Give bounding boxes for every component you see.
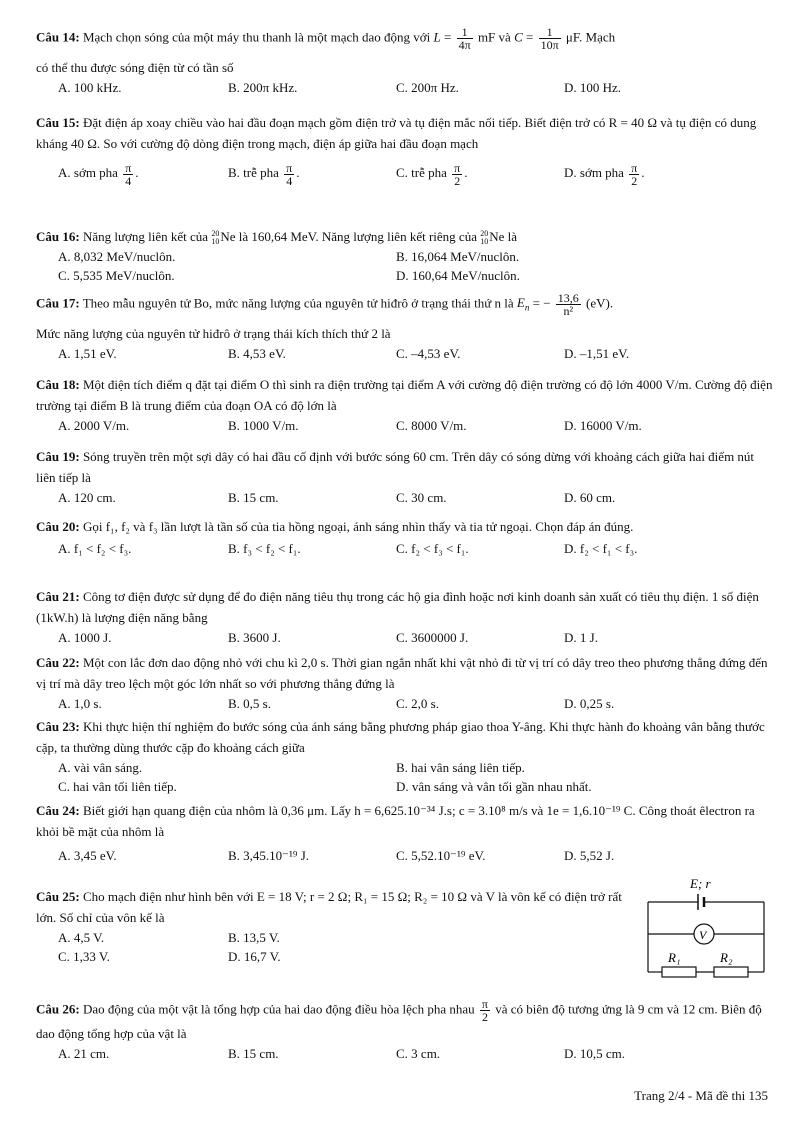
option-d[interactable]: D. 5,52 J.: [564, 848, 615, 863]
question-text: Công tơ điện được sử dụng để đo điện năng tiêu thụ trong các hộ gia đình hoặc nơi kinh doanh sản xuất có tiêu thụ điện. 1 số điện (1kW.h) là lượng điện năng bằng: [36, 589, 759, 625]
question-18: [36, 374, 776, 435]
option-b[interactable]: B. f₃ < f₂ < f₁.: [228, 541, 301, 556]
question-17: Câu 17: Theo mẫu nguyên tử Bo, mức năng lượng của nguyên tử hiđrô ở trạng thái thứ n là $E_n$ = − $\frac{13,6}{\text{n²}}$ (eV). Mức năng lượng của nguyên tử hiđrô ở trạng thái kích thích thứ 2 là A. 1,51 eV. B. 4,53 eV. C. –4,53 eV. D. –1,51 eV.: [36, 292, 776, 363]
question-22: [36, 652, 776, 713]
resistor-r2: [714, 967, 748, 977]
question-text: có thể thu được sóng điện từ có tần số: [36, 60, 234, 75]
answer-options: [36, 947, 626, 966]
answer-options: [36, 846, 776, 865]
question-label: Câu 20:: [36, 519, 80, 534]
option-a[interactable]: A. 4,5 V.: [58, 930, 105, 945]
question-label: Câu 17:: [36, 295, 80, 311]
page-footer: Trang 2/4 - Mã đề thi 135: [634, 1088, 768, 1103]
option-a[interactable]: A. 3,45 eV.: [58, 848, 117, 863]
question-text: Biết giới hạn quang điện của nhôm là 0,36 μm. Lấy h = 6,625.10⁻³⁴ J.s; c = 3.10⁸ m/s và 1e = 1,6.10⁻¹⁹ C. Công thoát êlectron ra khỏi bề mặt của nhôm là: [36, 803, 755, 839]
svg-text:R₁: R₁: [668, 950, 681, 965]
option-c[interactable]: C. 1,33 V.: [58, 949, 110, 964]
question-26: Câu 26: Dao động của một vật là tổng hợp của hai dao động điều hòa lệch pha nhau $\frac{\pi}{2}$ và có biên độ tương ứng là 9 cm và 12 cm. Biên độ dao động tổng hợp của vật là A. 21 cm. B. 15 cm. C. 3 cm. D. 10,5 cm.: [36, 998, 776, 1063]
question-label: Câu 16:: [36, 229, 80, 244]
question-label: Câu 24:: [36, 803, 80, 818]
option-c[interactable]: C. 2,0 s.: [396, 696, 439, 711]
option-c[interactable]: C. trễ pha $\frac{\pi}{2}$ .: [396, 160, 468, 188]
option-a[interactable]: A. 1,51 eV.: [58, 346, 117, 362]
question-label: Câu 22:: [36, 655, 80, 670]
question-text: Khi thực hiện thí nghiệm đo bước sóng của ánh sáng bằng phương pháp giao thoa Y-âng. Khi thực hành đo khoảng vân bằng thước cặp, ta thường dùng thước cặp đo khoảng cách giữa: [36, 719, 765, 755]
option-a[interactable]: A. 100 kHz.: [58, 80, 122, 95]
option-d[interactable]: D. 60 cm.: [564, 490, 616, 505]
answer-options: [36, 266, 776, 285]
option-c[interactable]: C. hai vân tối liên tiếp.: [58, 779, 177, 794]
option-d[interactable]: D. sớm pha $\frac{\pi}{2}$ .: [564, 160, 645, 188]
option-a[interactable]: A. 120 cm.: [58, 490, 116, 505]
option-c[interactable]: C. 30 cm.: [396, 490, 447, 505]
option-b[interactable]: B. 16,064 MeV/nuclôn.: [396, 249, 520, 264]
option-b[interactable]: B. 15 cm.: [228, 1046, 279, 1061]
answer-options: [36, 1044, 776, 1063]
question-label: Câu 25:: [36, 889, 80, 904]
question-label: Câu 23:: [36, 719, 80, 734]
question-label: Câu 15:: [36, 115, 80, 130]
option-c[interactable]: C. 200π Hz.: [396, 80, 459, 95]
answer-options: [36, 628, 776, 647]
question-14: Câu 14: Mạch chọn sóng của một máy thu thanh là một mạch dao động với L = $\frac{1}{4\pi}$ mF và C = $\frac{1}{10\pi}$ μF. Mạch có thể thu được sóng điện từ có tần số A. 100 kHz. B. 200π kHz. C. 200π Hz. D. 100 Hz.: [36, 26, 776, 97]
question-16: Câu 16: Năng lượng liên kết của 20 10 Ne là 160,64 MeV. Năng lượng liên kết riêng của 20 10 Ne là A. 8,032 MeV/nuclôn. B. 16,064 MeV/nuclôn. C. 5,535 MeV/nuclôn. D. 160,64 MeV/nuclôn.: [36, 226, 776, 285]
question-19: [36, 446, 776, 507]
option-c[interactable]: C. 3600000 J.: [396, 630, 469, 645]
answer-options: [36, 758, 776, 777]
option-a[interactable]: A. vài vân sáng.: [58, 760, 143, 775]
option-b[interactable]: B. 4,53 eV.: [228, 346, 286, 362]
question-label: Câu 26:: [36, 1001, 80, 1017]
option-d[interactable]: D. 10,5 cm.: [564, 1046, 626, 1061]
option-a[interactable]: A. 8,032 MeV/nuclôn.: [58, 249, 176, 264]
option-c[interactable]: C. 5,535 MeV/nuclôn.: [58, 268, 175, 283]
answer-options: [36, 488, 776, 507]
question-20: [36, 516, 776, 558]
question-25: [36, 886, 626, 966]
option-b[interactable]: B. hai vân sáng liên tiếp.: [396, 760, 525, 775]
option-b[interactable]: B. 0,5 s.: [228, 696, 271, 711]
question-label: Câu 19:: [36, 449, 80, 464]
svg-text:V: V: [699, 928, 707, 942]
option-a[interactable]: A. 1,0 s.: [58, 696, 102, 711]
option-d[interactable]: D. –1,51 eV.: [564, 346, 630, 362]
option-c[interactable]: C. 3 cm.: [396, 1046, 441, 1061]
answer-options: [36, 539, 776, 558]
option-d[interactable]: D. 16,7 V.: [228, 949, 281, 964]
option-b[interactable]: B. trễ pha $\frac{\pi}{4}$ .: [228, 160, 300, 188]
answer-options: [36, 247, 776, 266]
question-24: [36, 800, 776, 865]
option-a[interactable]: A. 21 cm.: [58, 1046, 110, 1061]
question-text: Mạch chọn sóng của một máy thu thanh là một mạch dao động với: [82, 29, 431, 45]
question-label: Câu 21:: [36, 589, 80, 604]
question-text: Mức năng lượng của nguyên tử hiđrô ở trạng thái kích thích thứ 2 là: [36, 326, 391, 342]
option-b[interactable]: B. 15 cm.: [228, 490, 279, 505]
option-c[interactable]: C. f₂ < f₃ < f₁.: [396, 541, 469, 556]
option-d[interactable]: D. f₂ < f₁ < f₃.: [564, 541, 638, 556]
option-a[interactable]: A. f₁ < f₂ < f₃.: [58, 541, 132, 556]
question-label: Câu 14:: [36, 29, 80, 45]
option-b[interactable]: B. 1000 V/m.: [228, 418, 299, 433]
question-23: [36, 716, 776, 796]
option-b[interactable]: B. 3600 J.: [228, 630, 281, 645]
option-a[interactable]: A. 1000 J.: [58, 630, 112, 645]
source-label: E; r: [690, 876, 711, 891]
option-b[interactable]: B. 13,5 V.: [228, 930, 280, 945]
question-21: [36, 586, 776, 647]
option-c[interactable]: C. 5,52.10⁻¹⁹ eV.: [396, 848, 486, 863]
answer-options: [36, 344, 776, 363]
question-15: [36, 112, 776, 188]
answer-options: [36, 416, 776, 435]
question-text: Cho mạch điện như hình bên với E = 18 V; r = 2 Ω; R₁ = 15 Ω; R₂ = 10 Ω và V là vôn kế có điện trở rất lớn. Số chỉ của vôn kế là: [36, 889, 622, 925]
answer-options: [36, 78, 776, 97]
option-b[interactable]: B. 3,45.10⁻¹⁹ J.: [228, 848, 310, 863]
question-text: Gọi f₁, f₂ và f₃ lần lượt là tần số của tia hồng ngoại, ánh sáng nhìn thấy và tia tử ngoại. Chọn đáp án đúng.: [82, 519, 634, 534]
option-b[interactable]: B. 200π kHz.: [228, 80, 298, 95]
answer-options: [36, 158, 776, 188]
option-d[interactable]: D. 160,64 MeV/nuclôn.: [396, 268, 520, 283]
question-label: Câu 18:: [36, 377, 80, 392]
question-text: Một con lắc đơn dao động nhỏ với chu kì 2,0 s. Thời gian ngắn nhất khi vật nhỏ đi từ vị trí có dây treo theo phương thẳng đứng đến vị trí mà dây treo lệch một góc lớn nhất so với phương thẳng đứng là: [36, 655, 768, 691]
option-d[interactable]: D. vân sáng và vân tối gần nhau nhất.: [396, 779, 592, 794]
circuit-diagram: [640, 876, 770, 984]
question-text: Một điện tích điểm q đặt tại điểm O thì sinh ra điện trường tại điểm A với cường độ điện trường có độ lớn 4000 V/m. Cường độ điện trường tại điểm B là trung điểm của đoạn OA có độ lớn là: [36, 377, 773, 413]
question-text: Sóng truyền trên một sợi dây có hai đầu cố định với bước sóng 60 cm. Trên dây có sóng dừng với khoảng cách giữa hai điểm nút liên tiếp là: [36, 449, 755, 485]
option-c[interactable]: C. 8000 V/m.: [396, 418, 467, 433]
option-a[interactable]: A. 2000 V/m.: [58, 418, 130, 433]
answer-options: [36, 694, 776, 713]
option-d[interactable]: D. 100 Hz.: [564, 80, 622, 95]
answer-options: [36, 777, 776, 796]
svg-text:R₂: R₂: [720, 950, 733, 965]
option-a[interactable]: A. sớm pha $\frac{\pi}{4}$ .: [58, 160, 139, 188]
option-c[interactable]: C. –4,53 eV.: [396, 346, 461, 362]
option-d[interactable]: D. 16000 V/m.: [564, 418, 642, 433]
answer-options: [36, 928, 626, 947]
option-d[interactable]: D. 0,25 s.: [564, 696, 615, 711]
resistor-r1: [662, 967, 696, 977]
question-text: Đặt điện áp xoay chiều vào hai đầu đoạn mạch gồm điện trở và tụ điện mắc nối tiếp. Biết điện trở có R = 40 Ω và tụ điện có dung kháng 40 Ω. So với cường độ dòng điện trong mạch, điện áp giữa hai đầu đoạn mạch: [36, 115, 757, 151]
option-d[interactable]: D. 1 J.: [564, 630, 598, 645]
